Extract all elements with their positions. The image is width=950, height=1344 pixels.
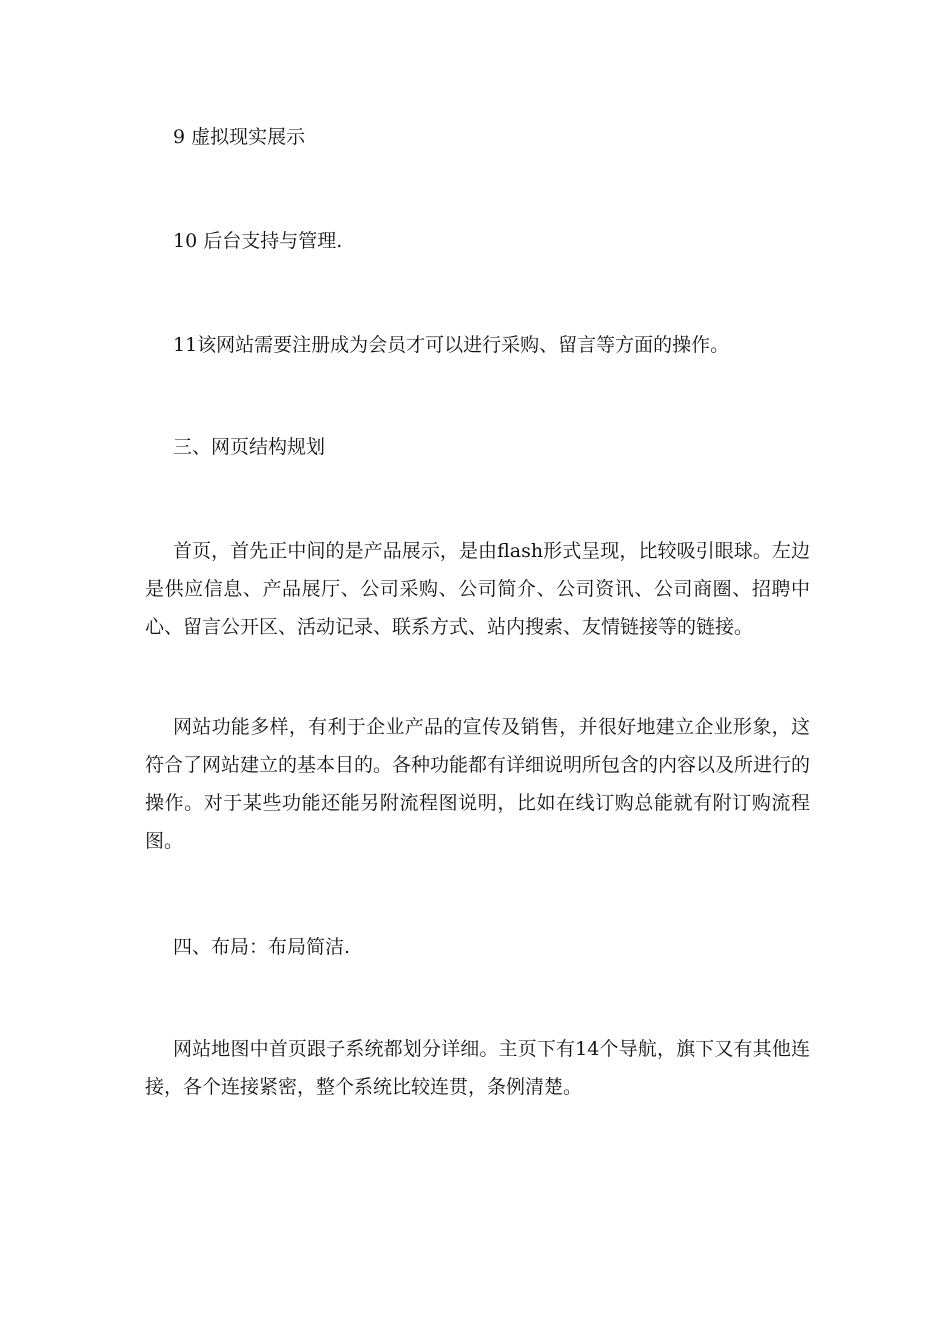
list-item-11: 11该网站需要注册成为会员才可以进行采购、留言等方面的操作。 (173, 334, 730, 356)
section-4-heading: 四、布局：布局简洁. (173, 936, 351, 958)
list-item-10: 10 后台支持与管理. (173, 230, 343, 252)
homepage-paragraph: 首页，首先正中间的是产品展示，是由flash形式呈现，比较吸引眼球。左边是供应信息、产品展厅、公司采购、公司简介、公司资讯、公司商圈、招聘中心、留言公开区、活动记录、联系方式、站内搜索、友情链接等的链接。 (145, 540, 810, 638)
sitemap-paragraph: 网站地图中首页跟子系统都划分详细。主页下有14个导航，旗下又有其他连接，各个连接紧密，整个系统比较连贯，条例清楚。 (145, 1038, 810, 1098)
list-item-9: 9 虚拟现实展示 (173, 126, 306, 148)
section-3-heading: 三、网页结构规划 (173, 436, 326, 458)
functions-paragraph: 网站功能多样，有利于企业产品的宣传及销售，并很好地建立企业形象，这符合了网站建立的基本目的。各种功能都有详细说明所包含的内容以及所进行的操作。对于某些功能还能另附流程图说明，比如在线订购总能就有附订购流程图。 (145, 716, 811, 852)
